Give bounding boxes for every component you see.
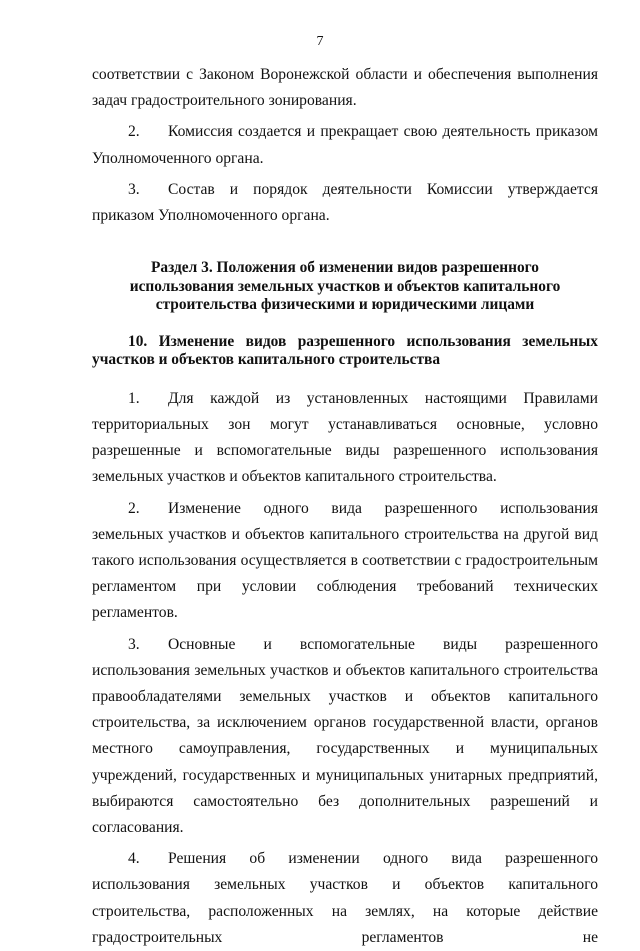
paragraph-number: 2. xyxy=(128,123,140,141)
paragraph-text: Основные и вспомогательные виды разрешенного использования земельных участков и объектов капитального строительства правообладателями земельных участков и объектов капитального строительства, за исключением органов государственной власти, органов местного самоуправления, государственных и муниципальных учреждений, государственных и муниципальных унитарных предприятий, выбираются самостоятельно без дополнительных разрешений и согласования. xyxy=(92,635,598,836)
paragraph-number: 3. xyxy=(128,635,140,653)
paragraph-text: Решения об изменении одного вида разрешенного использования земельных участков и объектов капитального строительства, расположенных на землях, на которые действие градостроительных регламентов не xyxy=(92,850,598,946)
paragraph-number: 4. xyxy=(128,850,140,868)
paragraph-text: Изменение одного вида разрешенного использования земельных участков и объектов капитального строительства на другой вид такого использования осуществляется в соответствии с градостроительным регламентом при условии соблюдения требований технических регламентов. xyxy=(92,499,598,622)
paragraph-2 xyxy=(92,119,598,171)
paragraph-text: Состав и порядок деятельности Комиссии утверждается приказом Уполномоченного органа. xyxy=(92,180,598,225)
paragraph-number: 3. xyxy=(128,180,140,198)
article-title: 10. Изменение видов разрешенного использования земельных участков и объектов капитального строительства xyxy=(92,332,598,369)
intro-paragraph: соответствии с Законом Воронежской области и обеспечения выполнения задач градостроительного зонирования. xyxy=(92,66,598,110)
paragraph-number: 1. xyxy=(128,389,140,407)
paragraph-number: 2. xyxy=(128,499,140,517)
paragraph-text: Для каждой из установленных настоящими Правилами территориальных зон могут устанавливаться основные, условно разрешенные и вспомогательные виды разрешенного использования земельных участков и объектов капитального строительства. xyxy=(92,389,598,486)
section-title: Раздел 3. Положения об изменении видов разрешенного использования земельных участков и объектов капитального строительства физическими и юридическими лицами xyxy=(129,259,561,314)
document-body xyxy=(92,62,598,951)
article-paragraph-3 xyxy=(92,632,598,842)
paragraph-3 xyxy=(92,177,598,229)
article-paragraph-4 xyxy=(92,846,598,951)
paragraph-text: Комиссия создается и прекращает свою деятельность приказом Уполномоченного органа. xyxy=(92,123,598,167)
article-paragraph-1 xyxy=(92,386,598,491)
article-paragraph-2 xyxy=(92,496,598,627)
page-number: 7 xyxy=(316,34,324,49)
